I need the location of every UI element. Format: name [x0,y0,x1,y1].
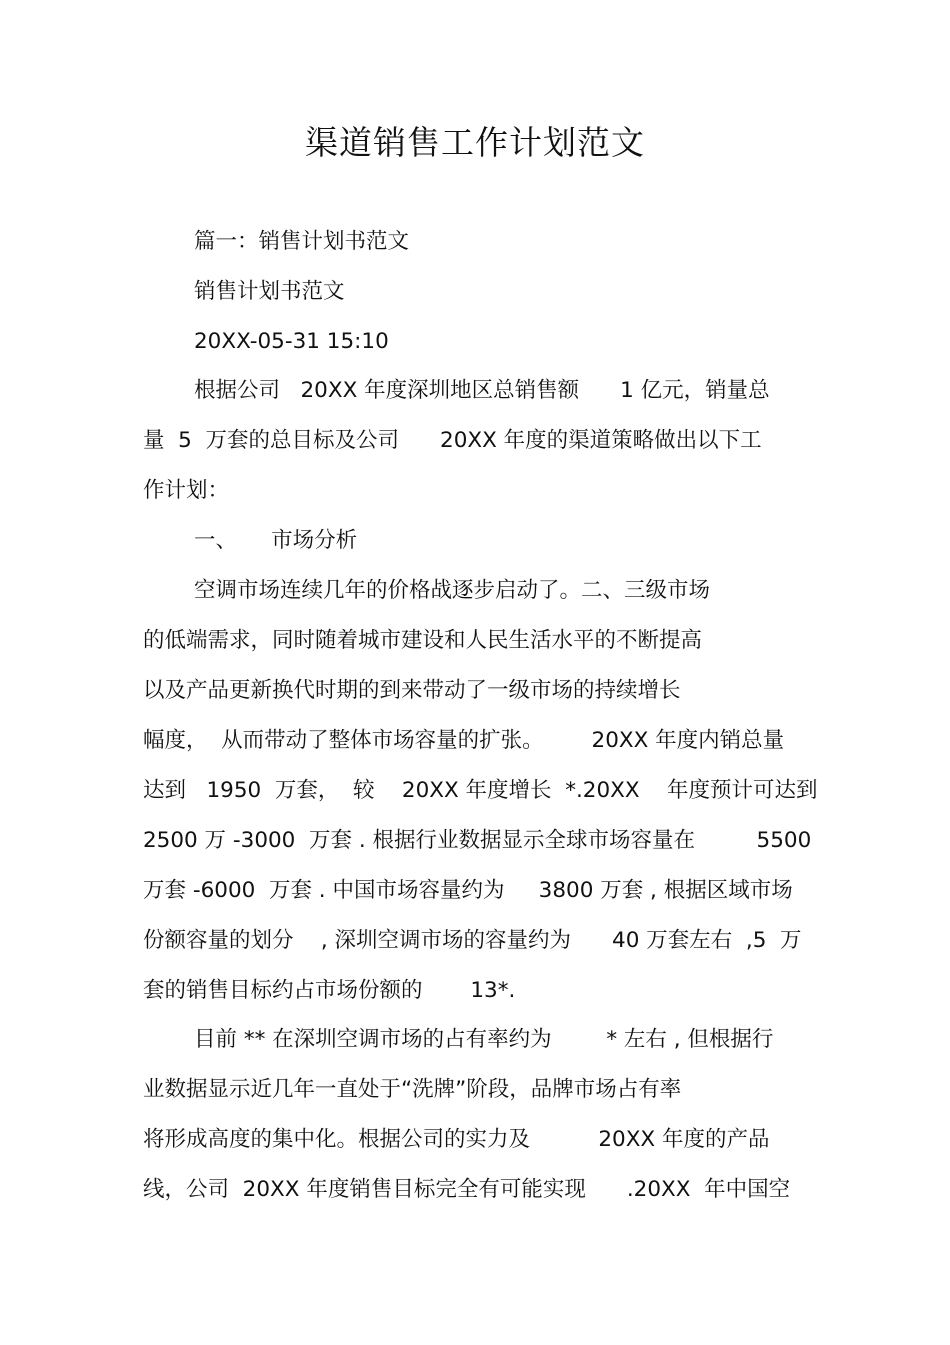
text-line: 根据公司 20XX 年度深圳地区总销售额 1 亿元，销量总 [194,378,770,403]
text-line: 的低端需求，同时随着城市建设和人民生活水平的不断提高 [143,628,703,653]
text-line: 20XX-05-31 15:10 [194,329,389,354]
text-line: 套的销售目标约占市场份额的 13*. [143,978,516,1003]
text-line: 业数据显示近几年一直处于“洗牌”阶段，品牌市场占有率 [143,1077,682,1102]
document-title: 渠道销售工作计划范文 [305,123,645,162]
text-line: 量 5 万套的总目标及公司 20XX 年度的渠道策略做出以下工 [143,428,762,453]
text-line: 线，公司 20XX 年度销售目标完全有可能实现 .20XX 年中国空 [143,1177,791,1202]
text-line: 幅度， 从而带动了整体市场容量的扩张。 20XX 年度内销总量 [143,728,785,753]
text-line: 2500 万 -3000 万套 . 根据行业数据显示全球市场容量在 5500 [143,828,812,853]
text-line: 篇一：销售计划书范文 [194,229,410,254]
text-line: 以及产品更新换代时期的到来带动了一级市场的持续增长 [143,678,681,703]
text-line: 作计划： [143,478,230,503]
text-line: 销售计划书范文 [194,279,345,304]
text-line: 达到 1950 万套， 较 20XX 年度增长 *.20XX 年度预计可达到 [143,778,818,803]
text-line: 目前 ** 在深圳空调市场的占有率约为 * 左右 , 但根据行 [194,1027,774,1052]
text-line: 将形成高度的集中化。根据公司的实力及 20XX 年度的产品 [143,1127,770,1152]
text-line: 份额容量的划分 , 深圳空调市场的容量约为 40 万套左右 ,5 万 [143,928,802,953]
section-heading: 一、 市场分析 [194,528,358,553]
text-line: 万套 -6000 万套 . 中国市场容量约为 3800 万套 , 根据区域市场 [143,878,793,903]
text-line: 空调市场连续几年的价格战逐步启动了。二、三级市场 [194,578,711,603]
